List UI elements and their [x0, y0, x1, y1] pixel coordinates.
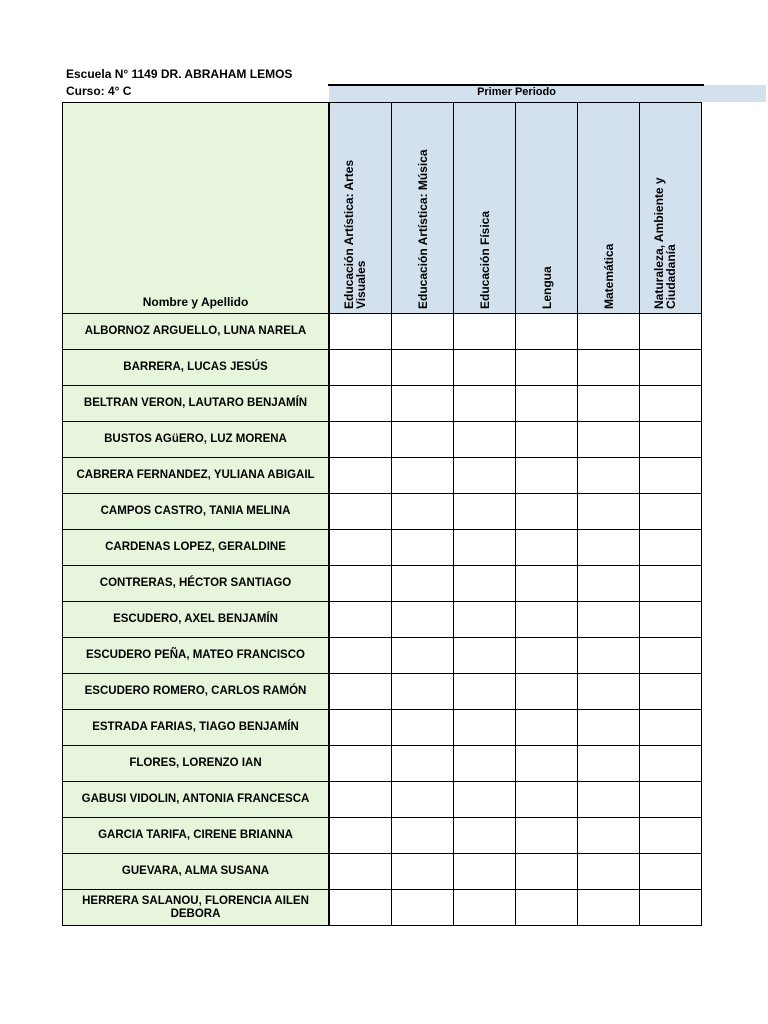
grade-cell[interactable]: [329, 782, 392, 818]
subject-header-lengua: [516, 103, 578, 314]
grade-cell[interactable]: [516, 530, 578, 566]
grade-cell[interactable]: [640, 386, 702, 422]
grade-cell[interactable]: [578, 746, 640, 782]
table-row: [63, 602, 702, 638]
grade-cell[interactable]: [516, 458, 578, 494]
grade-cell[interactable]: [454, 818, 516, 854]
student-name: ALBORNOZ ARGUELLO, LUNA NARELA: [63, 314, 330, 350]
grade-cell[interactable]: [329, 386, 392, 422]
grade-cell[interactable]: [329, 710, 392, 746]
table-row: [63, 422, 702, 458]
grade-cell[interactable]: [392, 386, 454, 422]
table-header-row: [63, 103, 702, 314]
grade-cell[interactable]: [392, 566, 454, 602]
subject-header-naturaleza: [640, 103, 702, 314]
subject-header-educacion-fisica: [454, 103, 516, 314]
grade-cell[interactable]: [454, 350, 516, 386]
student-name: ESCUDERO ROMERO, CARLOS RAMÓN: [63, 674, 330, 710]
grade-cell[interactable]: [392, 422, 454, 458]
grade-cell[interactable]: [516, 674, 578, 710]
grades-table: [62, 102, 702, 926]
grade-cell[interactable]: [578, 674, 640, 710]
table-row: [63, 710, 702, 746]
grade-cell[interactable]: [454, 386, 516, 422]
student-name: ESCUDERO, AXEL BENJAMÍN: [63, 602, 330, 638]
grade-cell[interactable]: [392, 782, 454, 818]
grade-cell[interactable]: [516, 494, 578, 530]
grade-cell[interactable]: [516, 710, 578, 746]
grade-cell[interactable]: [392, 530, 454, 566]
table-row: [63, 746, 702, 782]
grade-cell[interactable]: [516, 854, 578, 890]
grade-cell[interactable]: [329, 746, 392, 782]
grade-cell[interactable]: [516, 638, 578, 674]
subject-header-musica: [392, 103, 454, 314]
grade-cell[interactable]: [578, 350, 640, 386]
subject-header-matematica: [578, 103, 640, 314]
grade-cell[interactable]: [578, 890, 640, 926]
grade-cell[interactable]: [454, 674, 516, 710]
grade-cell[interactable]: [329, 458, 392, 494]
grade-cell[interactable]: [640, 602, 702, 638]
grade-cell[interactable]: [329, 638, 392, 674]
subject-label: Matemática: [601, 243, 616, 309]
grade-cell[interactable]: [329, 350, 392, 386]
grade-cell[interactable]: [454, 458, 516, 494]
grade-cell[interactable]: [640, 854, 702, 890]
grade-cell[interactable]: [578, 602, 640, 638]
grade-cell[interactable]: [329, 854, 392, 890]
grade-cell[interactable]: [392, 746, 454, 782]
grade-cell[interactable]: [329, 602, 392, 638]
grade-cell[interactable]: [392, 494, 454, 530]
table-row: [63, 458, 702, 494]
grade-cell[interactable]: [578, 566, 640, 602]
student-name: CARDENAS LOPEZ, GERALDINE: [63, 530, 330, 566]
grade-cell[interactable]: [640, 638, 702, 674]
grade-cell[interactable]: [516, 386, 578, 422]
grade-cell[interactable]: [516, 782, 578, 818]
grade-cell[interactable]: [454, 602, 516, 638]
student-name: GARCIA TARIFA, CIRENE BRIANNA: [63, 818, 330, 854]
table-row: [63, 494, 702, 530]
grade-cell[interactable]: [640, 422, 702, 458]
student-name: BELTRAN VERON, LAUTARO BENJAMÍN: [63, 386, 330, 422]
period-title: Primer Periodo: [477, 86, 556, 98]
grade-cell[interactable]: [640, 782, 702, 818]
student-name: HERRERA SALANOU, FLORENCIA AILEN DEBORA: [63, 890, 330, 926]
table-row: [63, 854, 702, 890]
grade-cell[interactable]: [640, 890, 702, 926]
grade-cell[interactable]: [454, 530, 516, 566]
grade-cell[interactable]: [392, 890, 454, 926]
grade-cell[interactable]: [640, 566, 702, 602]
grade-cell[interactable]: [454, 890, 516, 926]
grade-cell[interactable]: [578, 854, 640, 890]
table-row: [63, 818, 702, 854]
grade-cell[interactable]: [516, 566, 578, 602]
grade-cell[interactable]: [454, 422, 516, 458]
grade-cell[interactable]: [640, 530, 702, 566]
grade-cell[interactable]: [640, 350, 702, 386]
grade-cell[interactable]: [392, 674, 454, 710]
grade-cell[interactable]: [454, 638, 516, 674]
grade-cell[interactable]: [329, 530, 392, 566]
grade-cell[interactable]: [516, 890, 578, 926]
student-name: BUSTOS AGüERO, LUZ MORENA: [63, 422, 330, 458]
grade-cell[interactable]: [578, 458, 640, 494]
table-row: [63, 638, 702, 674]
grade-cell[interactable]: [516, 818, 578, 854]
student-name: ESTRADA FARIAS, TIAGO BENJAMÍN: [63, 710, 330, 746]
grade-cell[interactable]: [329, 566, 392, 602]
subject-label: Educación Física: [477, 210, 492, 309]
subject-label: Lengua: [539, 266, 554, 309]
student-name: FLORES, LORENZO IAN: [63, 746, 330, 782]
student-name: GUEVARA, ALMA SUSANA: [63, 854, 330, 890]
grade-cell[interactable]: [578, 530, 640, 566]
grade-cell[interactable]: [392, 710, 454, 746]
table-row: [63, 314, 702, 350]
grade-cell[interactable]: [454, 494, 516, 530]
table-row: [63, 530, 702, 566]
grade-cell[interactable]: [640, 818, 702, 854]
student-name: CONTRERAS, HÉCTOR SANTIAGO: [63, 566, 330, 602]
grade-cell[interactable]: [454, 854, 516, 890]
grade-cell[interactable]: [329, 818, 392, 854]
grade-cell[interactable]: [640, 710, 702, 746]
grade-cell[interactable]: [516, 746, 578, 782]
grade-cell[interactable]: [329, 422, 392, 458]
name-column-header: Nombre y Apellido: [63, 103, 330, 314]
student-name: BARRERA, LUCAS JESÚS: [63, 350, 330, 386]
grade-cell[interactable]: [454, 710, 516, 746]
grade-cell[interactable]: [578, 494, 640, 530]
table-row: [63, 890, 702, 926]
grade-cell[interactable]: [392, 818, 454, 854]
table-row: [63, 386, 702, 422]
student-rows: [63, 314, 702, 926]
grade-cell[interactable]: [392, 458, 454, 494]
grade-cell[interactable]: [640, 494, 702, 530]
student-name: CABRERA FERNANDEZ, YULIANA ABIGAIL: [63, 458, 330, 494]
subject-label: Naturaleza, Ambiente y Ciudadanía: [651, 177, 678, 309]
grade-cell[interactable]: [329, 890, 392, 926]
grade-cell[interactable]: [578, 818, 640, 854]
grade-cell[interactable]: [454, 782, 516, 818]
subject-label: Educación Artística: Artes Visuales: [341, 159, 368, 309]
table-row: [63, 674, 702, 710]
grade-cell[interactable]: [516, 314, 578, 350]
grade-cell[interactable]: [392, 602, 454, 638]
subject-header-artes-visuales: [329, 103, 392, 314]
course-label: Curso: 4° C: [66, 84, 132, 98]
grade-cell[interactable]: [516, 422, 578, 458]
school-info: [66, 66, 292, 100]
grade-cell[interactable]: [329, 314, 392, 350]
grade-cell[interactable]: [640, 674, 702, 710]
school-name: Escuela N° 1149 DR. ABRAHAM LEMOS: [66, 67, 293, 81]
grade-cell[interactable]: [392, 638, 454, 674]
student-name: GABUSI VIDOLIN, ANTONIA FRANCESCA: [63, 782, 330, 818]
subject-label: Educación Artística: Música: [415, 149, 430, 309]
student-name: CAMPOS CASTRO, TANIA MELINA: [63, 494, 330, 530]
grade-cell[interactable]: [392, 854, 454, 890]
grade-cell[interactable]: [640, 458, 702, 494]
grade-cell[interactable]: [640, 746, 702, 782]
grade-cell[interactable]: [454, 566, 516, 602]
grade-cell[interactable]: [578, 638, 640, 674]
grade-cell[interactable]: [392, 314, 454, 350]
grade-cell[interactable]: [640, 314, 702, 350]
grade-cell[interactable]: [454, 746, 516, 782]
grade-cell[interactable]: [578, 422, 640, 458]
grade-cell[interactable]: [516, 602, 578, 638]
grade-cell[interactable]: [329, 494, 392, 530]
grade-cell[interactable]: [392, 350, 454, 386]
grade-cell[interactable]: [329, 674, 392, 710]
table-row: [63, 566, 702, 602]
table-row: [63, 782, 702, 818]
grade-cell[interactable]: [578, 782, 640, 818]
grade-cell[interactable]: [578, 710, 640, 746]
grade-cell[interactable]: [578, 314, 640, 350]
table-row: [63, 350, 702, 386]
student-name: ESCUDERO PEÑA, MATEO FRANCISCO: [63, 638, 330, 674]
grade-cell[interactable]: [578, 386, 640, 422]
grade-cell[interactable]: [454, 314, 516, 350]
grade-cell[interactable]: [516, 350, 578, 386]
